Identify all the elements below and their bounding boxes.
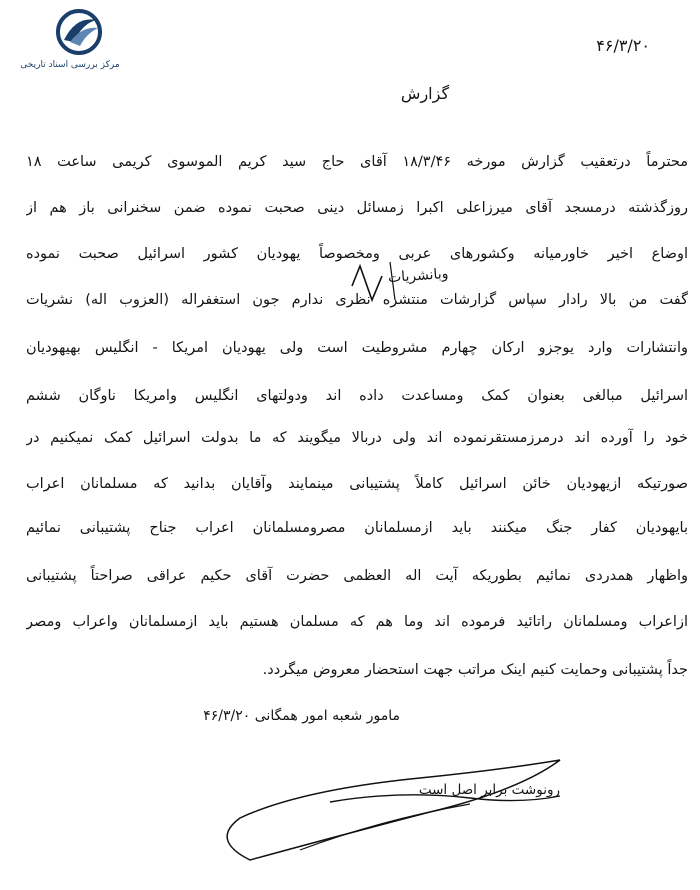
archive-emblem-icon bbox=[52, 8, 106, 58]
body-line: روزگذشته درمسجد آقای میرزاعلی اکبرا زمسائل دینی صحبت نموده ضمن سخنرانی باز هم از bbox=[26, 200, 688, 216]
body-line: گفت من بالا رادار سپاس گزارشات منتشره نظری ندارم جون استغفراله (العزوب اله) نشریات bbox=[26, 292, 688, 308]
archive-logo-text: مرکز بررسی اسناد تاریخی bbox=[20, 60, 120, 70]
body-line: خود را آورده اند درمرزمستقرنموده اند ولی دربالا میگویند که ما بدولت اسرائیل کمک نمیکنیم در bbox=[26, 430, 688, 446]
body-line: وانتشارات وارد یوجزو ارکان چهارم مشروطیت است ولی یهودیان امریکا - انگلیس بهیهودیان bbox=[26, 340, 688, 356]
body-line: صورتیکه ازیهودیان خائن اسرائیل کاملاً پشتیبانی مینمایند وآقایان بدانید که مسلمانان اعراب bbox=[26, 476, 688, 492]
report-title: گزارش bbox=[400, 84, 450, 103]
signature-scribble bbox=[227, 760, 560, 860]
officer-signature-line: مامور شعبه امور همگانی ۴۶/۳/۲۰ bbox=[203, 708, 400, 724]
archive-logo bbox=[10, 8, 130, 78]
body-line: اسرائیل مبالغی بعنوان کمک ومساعدت داده اند ودولتهای انگلیس وامریکا ناوگان ششم bbox=[26, 388, 688, 404]
signature-stroke bbox=[300, 804, 470, 850]
body-line: جداً پشتیبانی وحمایت کنیم اینک مراتب جهت استحضار معروض میگردد. bbox=[262, 662, 688, 678]
body-line: واظهار همدردی نمائیم بطوریکه آیت اله العظمی حضرت آقای حکیم عراقی صراحتاً پشتیبانی bbox=[26, 568, 688, 584]
body-line: ازاعراب ومسلمانان راتائید فرموده اند وما هم که مسلمان هستیم باید ازمسلمانان واعراب ومصر bbox=[26, 614, 688, 630]
body-line: اوضاع اخیر خاورمیانه وکشورهای عربی ومخصوصاً یهودیان کشور اسرائیل صحبت نموده bbox=[26, 246, 688, 262]
body-line: محترماً درتعقیب گزارش مورخه ۱۸/۳/۴۶ آقای حاج سید کریم الموسوی کریمی ساعت ۱۸ bbox=[26, 154, 688, 170]
report-date: ۴۶/۳/۲۰ bbox=[596, 36, 650, 55]
handwritten-insertion: وبانشریات bbox=[387, 265, 449, 287]
body-line: بایهودیان کفار جنگ میکنند باید ازمسلمانان مصرومسلمانان اعراب جناح پشتیبانی نمائیم bbox=[26, 520, 688, 536]
certified-copy-note: رونوشت برابر اصل است bbox=[418, 782, 560, 798]
